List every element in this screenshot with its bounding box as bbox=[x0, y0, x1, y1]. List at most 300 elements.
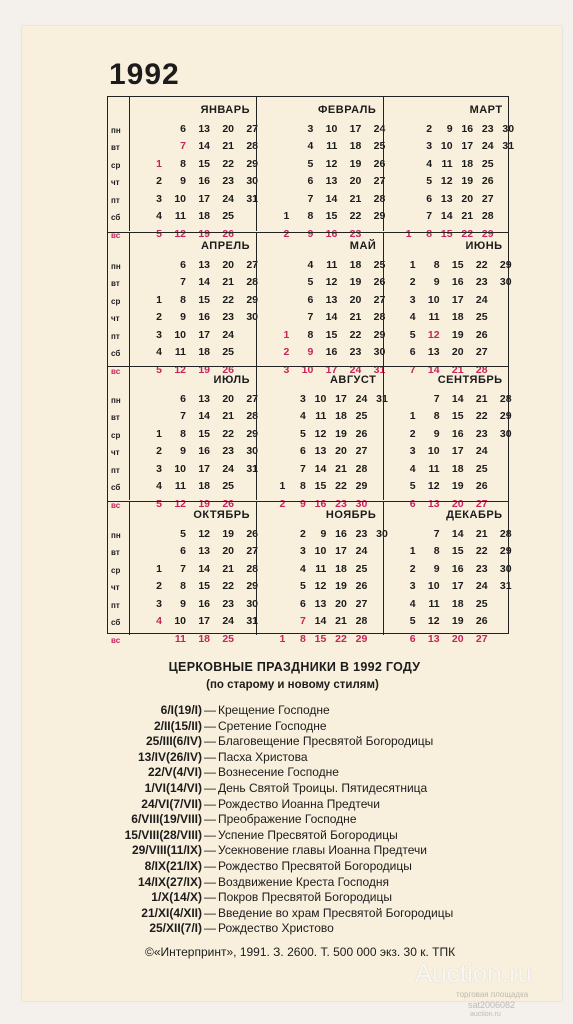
weekday-label: пт bbox=[111, 466, 120, 475]
day-number: 3 bbox=[299, 393, 306, 405]
day-number: 16 bbox=[325, 345, 338, 358]
day-number: 31 bbox=[499, 579, 512, 592]
weekday-label: сб bbox=[111, 348, 121, 358]
weekday-column bbox=[108, 233, 130, 376]
weekday-label: вт bbox=[111, 547, 120, 557]
day-number: 7 bbox=[409, 363, 416, 376]
day-number: 7 bbox=[299, 463, 306, 475]
day-number: 24 bbox=[355, 544, 368, 557]
day-number: 5 bbox=[156, 228, 162, 240]
holiday-name: Крещение Господне bbox=[218, 703, 330, 717]
day-number: 25 bbox=[481, 158, 494, 170]
day-number: 21 bbox=[335, 463, 347, 475]
holiday-row bbox=[0, 906, 573, 922]
day-number: 18 bbox=[451, 463, 464, 475]
day-number: 14 bbox=[198, 562, 210, 575]
week-column bbox=[392, 258, 416, 376]
day-number: 15 bbox=[440, 228, 453, 240]
day-number: 26 bbox=[246, 527, 258, 540]
day-number: 2 bbox=[409, 275, 416, 288]
holidays-subtitle: (по старому и новому стилям) bbox=[206, 679, 379, 691]
month-block bbox=[256, 233, 386, 376]
holiday-row bbox=[0, 734, 573, 750]
month-block bbox=[130, 97, 258, 240]
holiday-dash: — bbox=[204, 827, 216, 842]
day-number: 5 bbox=[409, 480, 416, 492]
day-number: 27 bbox=[475, 345, 488, 358]
month-name: МАРТ bbox=[469, 104, 503, 116]
day-number: 18 bbox=[198, 345, 210, 358]
day-number: 20 bbox=[451, 498, 464, 510]
weekday-label: вт bbox=[111, 278, 120, 288]
day-number: 21 bbox=[349, 310, 362, 323]
holiday-row bbox=[0, 719, 573, 735]
holiday-row bbox=[0, 812, 573, 828]
day-number: 17 bbox=[451, 293, 464, 306]
month-block bbox=[130, 367, 258, 510]
day-number: 19 bbox=[198, 498, 210, 510]
day-number: 10 bbox=[174, 463, 186, 475]
day-number: 12 bbox=[427, 480, 440, 492]
day-number: 29 bbox=[355, 480, 368, 492]
day-number: 30 bbox=[499, 562, 512, 575]
weekday-label: пн bbox=[111, 530, 121, 540]
holiday-dash: — bbox=[204, 734, 216, 749]
day-number: 29 bbox=[499, 258, 512, 271]
day-number: 2 bbox=[279, 498, 286, 510]
day-number: 12 bbox=[314, 579, 327, 592]
day-number: 7 bbox=[307, 193, 314, 205]
week-column bbox=[464, 527, 488, 645]
day-number: 18 bbox=[335, 410, 347, 422]
publisher-footer: ©«Интерпринт», 1991. З. 2600. Т. 500 000 экз. 30 к. ТПК bbox=[145, 945, 456, 959]
holidays-title: ЦЕРКОВНЫЕ ПРАЗДНИКИ В 1992 ГОДУ bbox=[168, 660, 421, 674]
weekday-column bbox=[108, 367, 130, 510]
day-number: 23 bbox=[222, 175, 234, 187]
day-number: 20 bbox=[222, 123, 234, 135]
day-number: 28 bbox=[499, 393, 512, 405]
holiday-name: Усекновение главы Иоанна Предтечи bbox=[218, 843, 427, 858]
day-number: 21 bbox=[222, 410, 234, 422]
day-number: 10 bbox=[174, 614, 186, 627]
week-column bbox=[210, 393, 234, 510]
day-number: 9 bbox=[433, 562, 440, 575]
day-number: 18 bbox=[198, 632, 210, 645]
day-number: 8 bbox=[180, 293, 186, 306]
day-number: 14 bbox=[427, 363, 440, 376]
day-number: 15 bbox=[325, 328, 338, 341]
day-number: 9 bbox=[180, 445, 186, 457]
weekday-label: пн bbox=[111, 126, 121, 135]
day-number: 13 bbox=[198, 393, 210, 405]
weekday-label: чт bbox=[111, 178, 120, 187]
day-number: 11 bbox=[428, 310, 440, 323]
week-column bbox=[464, 393, 488, 510]
day-number: 17 bbox=[198, 614, 210, 627]
holiday-date: 21/XI(4/XII) bbox=[141, 905, 202, 920]
weekday-label: пн bbox=[111, 396, 121, 405]
weekday-label: чт bbox=[111, 313, 120, 323]
day-number: 20 bbox=[349, 293, 362, 306]
day-number: 28 bbox=[373, 193, 386, 205]
day-number: 10 bbox=[314, 544, 327, 557]
holiday-date: 8/IX(21/IX) bbox=[144, 859, 202, 873]
day-number: 16 bbox=[461, 123, 474, 135]
day-number: 8 bbox=[299, 480, 306, 492]
day-number: 9 bbox=[307, 228, 314, 240]
day-number: 5 bbox=[299, 428, 306, 440]
day-number: 12 bbox=[427, 614, 440, 627]
day-number: 9 bbox=[307, 345, 314, 358]
holiday-date: 29/VIII(11/IX) bbox=[131, 843, 202, 858]
holiday-dash: — bbox=[204, 703, 216, 717]
day-number: 9 bbox=[180, 175, 186, 187]
day-number: 5 bbox=[409, 614, 416, 627]
day-number: 20 bbox=[349, 175, 362, 187]
day-number: 16 bbox=[198, 175, 210, 187]
holiday-dash: — bbox=[204, 812, 216, 827]
weekday-label: сб bbox=[111, 213, 121, 222]
day-number: 30 bbox=[499, 428, 512, 440]
day-number: 18 bbox=[349, 140, 362, 152]
day-number: 26 bbox=[373, 275, 386, 288]
week-column bbox=[416, 258, 440, 376]
day-number: 27 bbox=[246, 123, 258, 135]
day-number: 10 bbox=[427, 579, 440, 592]
holiday-dash: — bbox=[204, 781, 216, 795]
day-number: 9 bbox=[446, 123, 453, 135]
weekday-label: ср bbox=[111, 565, 121, 575]
weekday-label: сб bbox=[111, 483, 121, 492]
day-number: 17 bbox=[335, 544, 347, 557]
day-number: 22 bbox=[222, 293, 234, 306]
day-number: 29 bbox=[373, 328, 386, 341]
day-number: 11 bbox=[315, 410, 327, 422]
day-number: 29 bbox=[481, 228, 494, 240]
day-number: 14 bbox=[314, 463, 327, 475]
day-number: 13 bbox=[440, 193, 453, 205]
week-column bbox=[162, 123, 186, 240]
day-number: 24 bbox=[222, 463, 234, 475]
holiday-row bbox=[0, 703, 573, 719]
holiday-dash: — bbox=[204, 796, 216, 811]
week-column bbox=[289, 258, 314, 376]
day-number: 3 bbox=[156, 193, 162, 205]
day-number: 5 bbox=[426, 175, 433, 187]
weekday-label: чт bbox=[111, 448, 120, 457]
day-number: 26 bbox=[475, 480, 488, 492]
weekday-column bbox=[108, 502, 130, 645]
day-number: 24 bbox=[475, 445, 488, 457]
day-number: 1 bbox=[156, 428, 162, 440]
day-number: 15 bbox=[451, 258, 464, 271]
day-number: 21 bbox=[335, 614, 347, 627]
day-number: 4 bbox=[156, 614, 162, 627]
week-column bbox=[210, 258, 234, 376]
holiday-row bbox=[0, 765, 573, 781]
day-number: 7 bbox=[180, 562, 186, 575]
holiday-name: Преображение Господне bbox=[218, 812, 357, 827]
week-column bbox=[210, 527, 234, 645]
day-number: 25 bbox=[475, 597, 488, 610]
day-number: 9 bbox=[433, 428, 440, 440]
day-number: 17 bbox=[198, 193, 210, 205]
day-number: 16 bbox=[198, 445, 210, 457]
day-number: 19 bbox=[222, 527, 234, 540]
day-number: 7 bbox=[433, 393, 440, 405]
day-number: 31 bbox=[376, 393, 388, 405]
day-number: 22 bbox=[349, 328, 362, 341]
day-number: 5 bbox=[156, 498, 162, 510]
day-number: 6 bbox=[299, 445, 306, 457]
day-number: 6 bbox=[426, 193, 433, 205]
day-number: 8 bbox=[180, 428, 186, 440]
day-number: 27 bbox=[246, 544, 258, 557]
day-number: 27 bbox=[246, 258, 258, 271]
week-column bbox=[488, 259, 512, 367]
day-number: 20 bbox=[222, 393, 234, 405]
calendar-quarter-row bbox=[108, 232, 512, 376]
day-number: 15 bbox=[451, 544, 464, 557]
week-column bbox=[162, 393, 186, 510]
day-number: 27 bbox=[355, 445, 368, 457]
week-column bbox=[337, 258, 362, 376]
day-number: 11 bbox=[428, 597, 440, 610]
day-number: 12 bbox=[325, 158, 338, 170]
holiday-date: 6/I(19/I) bbox=[160, 703, 202, 717]
day-number: 12 bbox=[198, 527, 210, 540]
day-number: 8 bbox=[426, 228, 433, 240]
day-number: 15 bbox=[198, 158, 210, 170]
day-number: 11 bbox=[174, 345, 186, 358]
day-number: 27 bbox=[246, 393, 258, 405]
day-number: 26 bbox=[222, 363, 234, 376]
day-number: 23 bbox=[222, 310, 234, 323]
day-number: 14 bbox=[198, 140, 210, 152]
day-number: 2 bbox=[156, 579, 162, 592]
day-number: 6 bbox=[180, 123, 186, 135]
day-number: 24 bbox=[475, 293, 488, 306]
day-number: 4 bbox=[156, 345, 162, 358]
week-column bbox=[416, 393, 440, 510]
weekday-label: вс bbox=[111, 366, 121, 376]
day-number: 17 bbox=[451, 579, 464, 592]
day-number: 16 bbox=[451, 562, 464, 575]
day-number: 29 bbox=[373, 210, 386, 222]
day-number: 10 bbox=[301, 363, 314, 376]
day-number: 10 bbox=[440, 140, 453, 152]
day-number: 20 bbox=[222, 258, 234, 271]
day-number: 19 bbox=[461, 175, 474, 187]
calendar-quarter-row bbox=[108, 97, 515, 240]
day-number: 24 bbox=[222, 328, 234, 341]
day-number: 28 bbox=[246, 562, 258, 575]
holiday-dash: — bbox=[204, 874, 216, 889]
day-number: 2 bbox=[409, 562, 416, 575]
day-number: 12 bbox=[427, 328, 440, 341]
day-number: 15 bbox=[325, 210, 338, 222]
holiday-dash: — bbox=[204, 718, 216, 733]
month-name: АПРЕЛЬ bbox=[200, 239, 250, 252]
calendar-grid bbox=[107, 96, 515, 645]
day-number: 5 bbox=[299, 579, 306, 592]
weekday-label: пт bbox=[111, 331, 120, 341]
day-number: 3 bbox=[307, 123, 314, 135]
day-number: 18 bbox=[349, 258, 362, 271]
week-column bbox=[265, 259, 290, 376]
day-number: 23 bbox=[475, 428, 488, 440]
weekday-label: чт bbox=[111, 582, 120, 592]
day-number: 9 bbox=[180, 597, 186, 610]
holiday-dash: — bbox=[204, 905, 216, 920]
day-number: 30 bbox=[246, 597, 258, 610]
day-number: 26 bbox=[222, 228, 234, 240]
holiday-date: 22/V(4/VI) bbox=[147, 765, 202, 780]
month-name: МАЙ bbox=[349, 239, 377, 252]
holiday-date: 6/VIII(19/VIII) bbox=[131, 812, 202, 827]
month-block bbox=[256, 502, 388, 645]
day-number: 15 bbox=[314, 480, 327, 492]
month-block bbox=[130, 502, 258, 645]
day-number: 4 bbox=[307, 258, 314, 271]
holiday-row bbox=[0, 750, 573, 766]
day-number: 10 bbox=[427, 445, 440, 457]
day-number: 22 bbox=[349, 210, 362, 222]
day-number: 24 bbox=[475, 579, 488, 592]
week-column bbox=[162, 527, 186, 645]
day-number: 30 bbox=[502, 123, 515, 135]
day-number: 11 bbox=[326, 258, 338, 271]
day-number: 19 bbox=[451, 480, 464, 492]
day-number: 28 bbox=[355, 614, 368, 627]
day-number: 9 bbox=[320, 527, 327, 540]
day-number: 29 bbox=[246, 293, 258, 306]
day-number: 6 bbox=[180, 544, 186, 557]
week-column bbox=[488, 393, 512, 501]
day-number: 3 bbox=[409, 445, 416, 457]
day-number: 25 bbox=[222, 345, 234, 358]
holiday-row bbox=[0, 828, 573, 844]
day-number: 18 bbox=[198, 480, 210, 492]
day-number: 1 bbox=[409, 544, 416, 557]
day-number: 24 bbox=[481, 140, 494, 152]
day-number: 30 bbox=[246, 445, 258, 457]
day-number: 1 bbox=[279, 480, 286, 492]
week-column bbox=[490, 123, 514, 231]
day-number: 15 bbox=[451, 410, 464, 422]
holiday-name: Вознесение Господне bbox=[218, 765, 339, 780]
holiday-name: День Святой Троицы. Пятидесятница bbox=[218, 781, 428, 795]
day-number: 22 bbox=[335, 480, 347, 492]
weekday-label: пт bbox=[111, 196, 120, 205]
day-number: 7 bbox=[426, 210, 433, 222]
day-number: 15 bbox=[198, 428, 210, 440]
day-number: 28 bbox=[355, 463, 368, 475]
watermark-logo: Auction.ru bbox=[415, 958, 533, 988]
week-column bbox=[138, 123, 162, 240]
day-number: 7 bbox=[433, 527, 440, 540]
holiday-name: Покров Пресвятой Богородицы bbox=[218, 890, 393, 905]
day-number: 28 bbox=[246, 410, 258, 422]
day-number: 31 bbox=[373, 363, 386, 376]
week-column bbox=[138, 393, 162, 510]
day-number: 10 bbox=[174, 328, 186, 341]
week-column bbox=[289, 123, 314, 240]
day-number: 16 bbox=[335, 527, 347, 540]
holiday-row bbox=[0, 890, 573, 906]
holiday-date: 15/VIII(28/VIII) bbox=[124, 827, 202, 842]
month-name: ЯНВАРЬ bbox=[200, 104, 250, 116]
day-number: 10 bbox=[325, 123, 338, 135]
holiday-dash: — bbox=[204, 921, 216, 936]
week-column bbox=[392, 528, 416, 645]
day-number: 18 bbox=[451, 310, 464, 323]
holiday-date: 2/II(15/II) bbox=[153, 718, 202, 733]
day-number: 13 bbox=[427, 632, 440, 645]
weekday-label: вс bbox=[111, 231, 121, 240]
day-number: 24 bbox=[373, 123, 386, 135]
holiday-dash: — bbox=[204, 843, 216, 858]
week-column bbox=[464, 258, 488, 376]
day-number: 2 bbox=[299, 527, 306, 540]
month-block bbox=[130, 233, 258, 376]
day-number: 30 bbox=[355, 498, 368, 510]
day-number: 2 bbox=[283, 228, 290, 240]
day-number: 31 bbox=[246, 193, 258, 205]
day-number: 25 bbox=[222, 210, 234, 222]
day-number: 17 bbox=[198, 328, 210, 341]
day-number: 16 bbox=[451, 275, 464, 288]
day-number: 22 bbox=[222, 158, 234, 170]
holiday-date: 1/VI(14/VI) bbox=[144, 781, 202, 795]
day-number: 6 bbox=[307, 293, 314, 306]
week-column bbox=[313, 123, 338, 240]
day-number: 27 bbox=[373, 293, 386, 306]
week-column bbox=[210, 123, 234, 240]
day-number: 26 bbox=[355, 579, 368, 592]
day-number: 5 bbox=[307, 158, 314, 170]
day-number: 3 bbox=[283, 363, 290, 376]
day-number: 13 bbox=[325, 175, 338, 187]
holiday-name: Введение во храм Пресвятой Богородицы bbox=[218, 905, 454, 920]
day-number: 30 bbox=[499, 275, 512, 288]
weekday-label: вт bbox=[111, 413, 120, 422]
day-number: 4 bbox=[307, 140, 314, 152]
day-number: 29 bbox=[499, 410, 512, 422]
calendar-quarter-row bbox=[108, 363, 512, 510]
week-column bbox=[440, 527, 464, 645]
month-block bbox=[383, 367, 512, 510]
day-number: 12 bbox=[440, 175, 453, 187]
day-number: 4 bbox=[409, 597, 416, 610]
day-number: 1 bbox=[409, 258, 416, 271]
day-number: 23 bbox=[222, 597, 234, 610]
day-number: 6 bbox=[409, 632, 416, 645]
week-column bbox=[186, 393, 210, 510]
watermark-site: auction.ru bbox=[470, 1011, 501, 1018]
month-block bbox=[383, 233, 512, 376]
day-number: 26 bbox=[355, 428, 368, 440]
month-name: ОКТЯБРЬ bbox=[193, 508, 250, 521]
day-number: 17 bbox=[461, 140, 474, 152]
holiday-date: 1/X(14/X) bbox=[151, 890, 202, 905]
day-number: 28 bbox=[481, 210, 494, 222]
weekday-label: вс bbox=[111, 501, 121, 510]
day-number: 23 bbox=[481, 123, 494, 135]
week-column bbox=[392, 393, 416, 510]
week-column bbox=[234, 123, 258, 231]
day-number: 6 bbox=[180, 258, 186, 271]
